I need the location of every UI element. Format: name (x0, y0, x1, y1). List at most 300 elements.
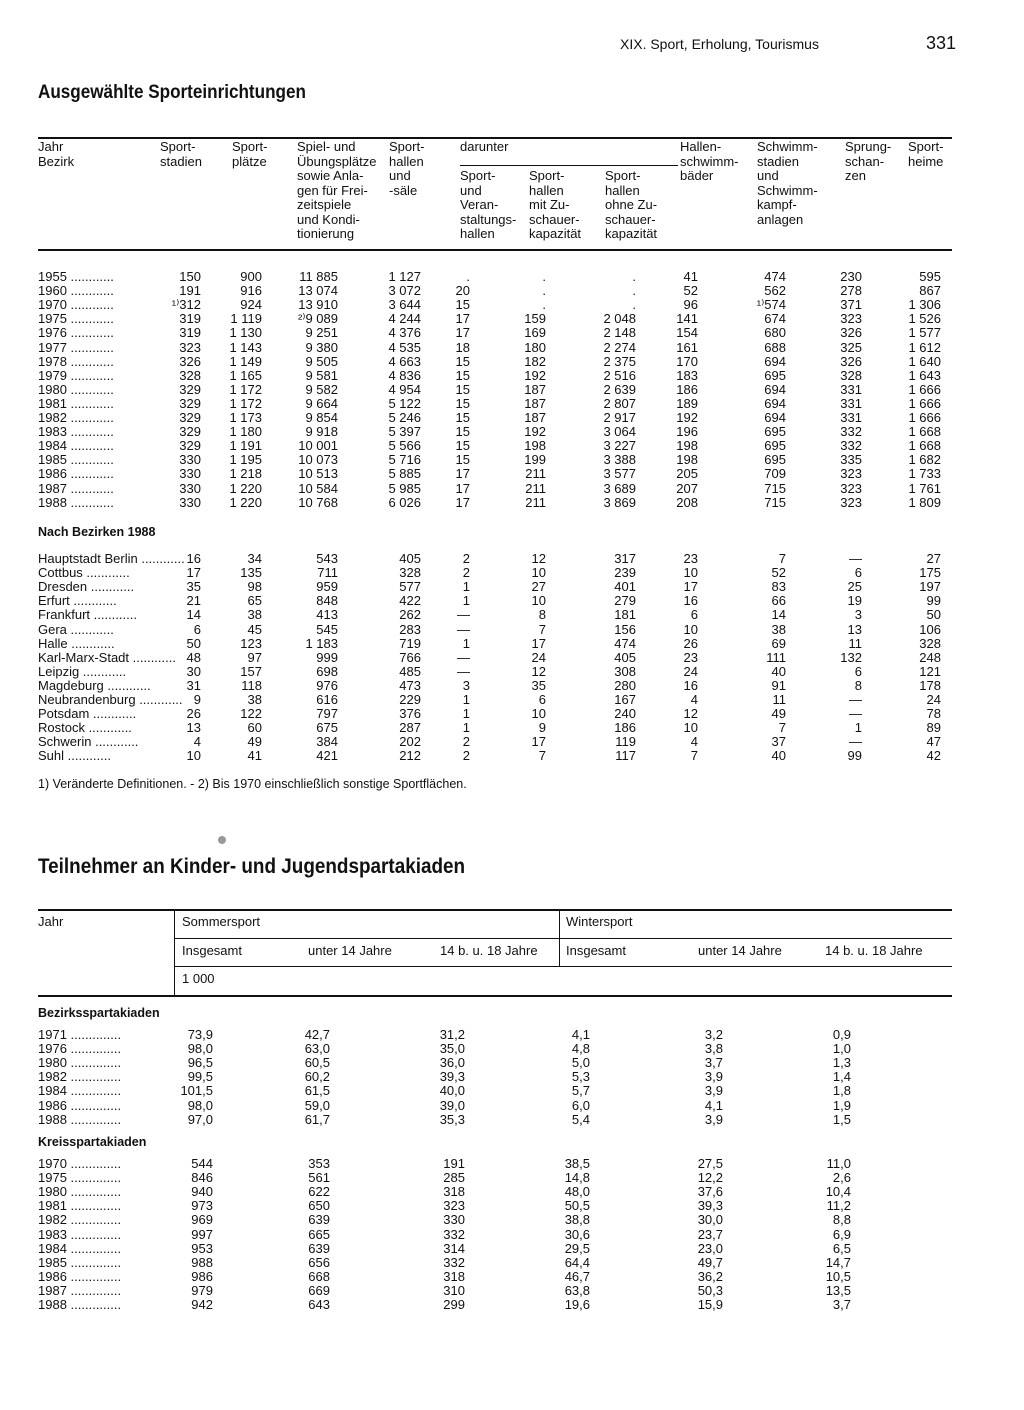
table2-year-row (0, 1070, 1024, 1084)
row-label: 1960 ............ (38, 283, 114, 299)
cell: 132 (840, 649, 862, 665)
cell: 65 (247, 593, 262, 609)
cell: 119 (615, 734, 636, 750)
cell: 643 (308, 1297, 330, 1312)
table1-year-row (0, 270, 1024, 284)
row-label: 1985 .............. (38, 1254, 122, 1270)
cell: 639 (308, 1240, 330, 1256)
cell: 118 (241, 677, 262, 693)
cell: 916 (240, 283, 262, 299)
cell: 182 (524, 353, 546, 369)
cell: 15 (455, 410, 470, 425)
cell: 35 (531, 677, 546, 693)
cell: 4 (193, 734, 201, 750)
cell: 15 (455, 424, 470, 440)
cell: 2 048 (603, 311, 636, 327)
cell: 183 (676, 367, 698, 383)
cell: 12,2 (697, 1170, 723, 1186)
cell: — (849, 706, 862, 722)
cell: 26 (186, 706, 201, 722)
table1-district-row (0, 651, 1024, 665)
cell: 16 (683, 593, 698, 609)
cell: — (849, 734, 862, 750)
cell: 4,1 (704, 1097, 723, 1113)
cell: 328 (840, 367, 862, 383)
cell: 1 165 (229, 367, 262, 383)
cell: 332 (443, 1226, 465, 1242)
cell: 212 (399, 748, 421, 764)
cell: 577 (399, 579, 421, 595)
cell: 17 (531, 635, 546, 651)
col-header-spiel: Spiel- und Übungsplätze sowie Anla- gen für Frei- zeitspiele und Kondi- tionierung (297, 139, 377, 241)
cell: 1 (462, 635, 470, 651)
cell: 1 526 (908, 311, 941, 327)
cell: 13 (847, 621, 862, 637)
table1-district-row (0, 637, 1024, 651)
cell: 719 (399, 635, 421, 651)
cell: 10 (531, 593, 546, 609)
cell: 942 (191, 1297, 213, 1312)
table2-year-row (0, 1228, 1024, 1242)
cell: 2 274 (603, 339, 636, 355)
cell: 330 (179, 452, 201, 468)
col-header-schwimm: Schwimm- stadien und Schwimm- kampf- anlagen (757, 139, 818, 227)
table2-year-row (0, 1270, 1024, 1284)
cell: 2 (462, 748, 470, 764)
row-label: 1982 .............. (38, 1212, 122, 1228)
cell: 1 577 (908, 325, 941, 341)
cell: 2 917 (603, 410, 636, 425)
cell: 211 (525, 466, 546, 482)
cell: 650 (308, 1198, 330, 1214)
cell: 1 761 (908, 480, 941, 496)
table1-year-row (0, 467, 1024, 481)
table1-year-row (0, 453, 1024, 467)
row-label: 1955 ............ (38, 269, 114, 284)
cell: 4 535 (388, 339, 421, 355)
cell: 3 644 (388, 297, 421, 313)
table2-year-row (0, 1042, 1024, 1056)
cell: 325 (840, 339, 862, 355)
cell: 9 380 (305, 339, 338, 355)
cell: 199 (524, 452, 546, 468)
cell: 14 (771, 607, 786, 623)
cell: 986 (191, 1268, 213, 1284)
cell: 1 612 (908, 339, 941, 355)
cell: 2 148 (603, 325, 636, 341)
cell: 16 (683, 677, 698, 693)
cell: 1 (462, 706, 470, 722)
row-label: 1979 ............ (38, 367, 114, 383)
cell: 49,7 (697, 1254, 723, 1270)
cell: 59,0 (304, 1097, 330, 1113)
cell: 639 (308, 1212, 330, 1228)
table2-year-row (0, 1099, 1024, 1113)
cell: 91 (771, 677, 786, 693)
row-label: 1970 .............. (38, 1156, 122, 1171)
cell: 2 639 (603, 381, 636, 397)
cell: 12 (531, 663, 546, 679)
cell: 10,4 (825, 1184, 851, 1200)
row-label: Karl-Marx-Stadt ............ (38, 649, 176, 665)
cell: 98 (247, 579, 262, 595)
cell: 41 (683, 269, 698, 284)
cell: 278 (840, 283, 862, 299)
cell: 6 (193, 621, 201, 637)
table1-header-rule (38, 249, 952, 251)
cell: 5 397 (388, 424, 421, 440)
cell: 4 376 (388, 325, 421, 341)
cell: 4 (690, 692, 698, 707)
cell: 1 (462, 579, 470, 595)
cell: 401 (614, 579, 636, 595)
cell: 6 (690, 607, 698, 623)
cell: 17 (455, 311, 470, 327)
cell: 329 (179, 424, 201, 440)
cell: 11 885 (299, 269, 338, 284)
table1-district-row (0, 566, 1024, 580)
cell: ¹⁾312 (171, 297, 201, 313)
cell: 98,0 (187, 1041, 213, 1057)
t2-header-winter: Wintersport (566, 914, 633, 929)
cell: 310 (443, 1282, 465, 1298)
cell: 376 (399, 706, 421, 722)
cell: 7 (778, 551, 786, 566)
cell: 1 (462, 692, 470, 707)
cell: 371 (840, 297, 862, 313)
cell: 331 (840, 381, 862, 397)
cell: 10,5 (825, 1268, 851, 1284)
row-label: Gera ............ (38, 621, 114, 637)
cell: 47 (926, 734, 941, 750)
cell: 997 (191, 1226, 213, 1242)
cell: 979 (191, 1282, 213, 1298)
row-label: Frankfurt ............ (38, 607, 137, 623)
row-label: 1988 .............. (38, 1111, 122, 1127)
cell: 40,0 (439, 1083, 465, 1099)
cell: 5 566 (388, 438, 421, 454)
cell: 999 (316, 649, 338, 665)
cell: 846 (191, 1170, 213, 1186)
cell: 31 (186, 677, 201, 693)
table1-district-row (0, 552, 1024, 566)
cell: 78 (926, 706, 941, 722)
cell: 159 (524, 311, 546, 327)
cell: 6 (854, 565, 862, 581)
cell: 3 072 (388, 283, 421, 299)
cell: 0,9 (832, 1027, 851, 1042)
row-label: Leipzig ............ (38, 663, 127, 679)
cell: 330 (179, 480, 201, 496)
cell: 695 (764, 438, 786, 454)
cell: 46,7 (564, 1268, 590, 1284)
cell: 10 (683, 565, 698, 581)
cell: 13,5 (825, 1282, 851, 1298)
cell: 329 (179, 410, 201, 425)
cell: 17 (455, 325, 470, 341)
cell: 680 (764, 325, 786, 341)
table2-year-row (0, 1084, 1024, 1098)
cell: 192 (524, 367, 546, 383)
cell: 1 733 (908, 466, 941, 482)
cell: 10 (531, 706, 546, 722)
col-header-hallen: Sport- hallen und -säle (389, 139, 425, 198)
cell: 208 (676, 494, 698, 510)
cell: 167 (614, 692, 636, 707)
cell: 27 (926, 551, 941, 566)
cell: 616 (316, 692, 338, 707)
row-label: 1980 ............ (38, 381, 114, 397)
row-label: Magdeburg ............ (38, 677, 151, 693)
cell: 6,5 (832, 1240, 851, 1256)
cell: 1 173 (229, 410, 262, 425)
cell: 561 (308, 1170, 330, 1186)
cell: 106 (919, 621, 941, 637)
cell: 52 (771, 565, 786, 581)
cell: 1 (462, 720, 470, 736)
table2-year-row (0, 1185, 1024, 1199)
cell: 319 (179, 311, 201, 327)
cell: 9 (538, 720, 546, 736)
cell: 186 (614, 720, 636, 736)
cell: 4,1 (571, 1027, 590, 1042)
cell: 23 (683, 551, 698, 566)
cell: 13 074 (298, 283, 338, 299)
cell: 384 (316, 734, 338, 750)
cell: 12 (531, 551, 546, 566)
cell: 9 581 (305, 367, 338, 383)
cell: 4 244 (388, 311, 421, 327)
cell: 61,5 (304, 1083, 330, 1099)
cell: 331 (840, 410, 862, 425)
cell: 6 (538, 692, 546, 707)
page-number: 331 (926, 33, 957, 53)
cell: 10 (683, 621, 698, 637)
cell: 323 (840, 494, 862, 510)
cell: 30,6 (564, 1226, 590, 1242)
cell: 17 (455, 480, 470, 496)
row-label: Rostock ............ (38, 720, 132, 736)
cell: 29,5 (564, 1240, 590, 1256)
cell: 332 (840, 438, 862, 454)
table2-year-row (0, 1056, 1024, 1070)
cell: 332 (840, 424, 862, 440)
cell: 48,0 (564, 1184, 590, 1200)
table1-district-row (0, 693, 1024, 707)
cell: 9 582 (305, 381, 338, 397)
cell: 11 (772, 692, 786, 707)
table1-title: Ausgewählte Sporteinrichtungen (38, 82, 306, 103)
cell: 196 (676, 424, 698, 440)
cell: 622 (308, 1184, 330, 1200)
col-header-darunter: darunter (460, 139, 509, 154)
cell: 96 (683, 297, 698, 313)
cell: 1 127 (388, 269, 421, 284)
cell: 239 (614, 565, 636, 581)
t2-header-jahr: Jahr (38, 914, 64, 929)
table1-year-row (0, 397, 1024, 411)
cell: 287 (399, 720, 421, 736)
cell: ¹⁾574 (756, 297, 786, 313)
cell: 36,2 (697, 1268, 723, 1284)
cell: 5,3 (571, 1069, 590, 1085)
cell: 5 122 (388, 395, 421, 411)
cell: 328 (399, 565, 421, 581)
cell: 16 (186, 551, 201, 566)
cell: 37,6 (697, 1184, 723, 1200)
cell: 45 (247, 621, 262, 637)
table1-year-row (0, 411, 1024, 425)
table2-left-vline (174, 910, 175, 995)
row-label: 1982 ............ (38, 410, 114, 425)
cell: 10 (531, 565, 546, 581)
cell: 330 (443, 1212, 465, 1228)
cell: 262 (399, 607, 421, 623)
row-label: 1984 .............. (38, 1240, 122, 1256)
cell: 15 (455, 367, 470, 383)
cell: 326 (840, 353, 862, 369)
cell: 192 (524, 424, 546, 440)
cell: 323 (840, 311, 862, 327)
t2-header-winter-insg: Insgesamt (566, 943, 626, 958)
table2-year-row (0, 1171, 1024, 1185)
cell: 330 (179, 494, 201, 510)
cell: 17 (455, 466, 470, 482)
cell: 23 (683, 649, 698, 665)
cell: 14,7 (825, 1254, 851, 1270)
table1-district-row (0, 608, 1024, 622)
cell: 205 (676, 466, 698, 482)
cell: 329 (179, 438, 201, 454)
row-label: 1971 .............. (38, 1027, 122, 1042)
cell: 207 (676, 480, 698, 496)
cell: 5,0 (571, 1055, 590, 1071)
cell: 7 (538, 621, 546, 637)
row-label: Hauptstadt Berlin ............ (38, 551, 185, 566)
cell: 7 (538, 748, 546, 764)
cell: 1,3 (832, 1055, 851, 1071)
cell: 1 172 (229, 381, 262, 397)
cell: 4 954 (388, 381, 421, 397)
cell: 20 (455, 283, 470, 299)
cell: 27,5 (697, 1156, 723, 1171)
col-header-jahr: Jahr Bezirk (38, 139, 75, 169)
t2-header-winter-b18: 14 b. u. 18 Jahre (825, 943, 923, 958)
cell: 4 663 (388, 353, 421, 369)
col-header-ohne: Sport- hallen ohne Zu- schauer- kapazität (605, 168, 658, 241)
t2-group-rule (174, 938, 952, 939)
cell: — (849, 692, 862, 707)
row-label: 1983 .............. (38, 1226, 122, 1242)
table2-year-row (0, 1213, 1024, 1227)
cell: 186 (676, 381, 698, 397)
cell: 8 (854, 677, 862, 693)
cell: 49 (247, 734, 262, 750)
cell: 1 809 (908, 494, 941, 510)
cell: 413 (316, 607, 338, 623)
cell: 694 (764, 353, 786, 369)
cell: 6,0 (571, 1097, 590, 1113)
cell: 1 172 (229, 395, 262, 411)
cell: 27 (531, 579, 546, 595)
cell: 18 (455, 339, 470, 355)
cell: 19,6 (564, 1297, 590, 1312)
cell: 157 (240, 663, 262, 679)
cell: 25 (847, 579, 862, 595)
cell: 1 143 (229, 339, 262, 355)
cell: 1 (854, 720, 862, 736)
cell: 328 (919, 635, 941, 651)
table1-year-row (0, 383, 1024, 397)
row-label: Erfurt ............ (38, 593, 117, 609)
row-label: Dresden ............ (38, 579, 135, 595)
cell: 474 (614, 635, 636, 651)
cell: 485 (399, 663, 421, 679)
cell: 35,0 (439, 1041, 465, 1057)
table1-district-row (0, 679, 1024, 693)
cell: 36,0 (439, 1055, 465, 1071)
cell: 197 (919, 579, 941, 595)
cell: . (632, 297, 636, 313)
cell: 73,9 (187, 1027, 213, 1042)
cell: 50,5 (564, 1198, 590, 1214)
row-label: 1988 .............. (38, 1297, 122, 1312)
cell: 50 (926, 607, 941, 623)
cell: . (466, 269, 470, 284)
cell: 326 (840, 325, 862, 341)
cell: 562 (764, 283, 786, 299)
cell: 63,0 (304, 1041, 330, 1057)
cell: 40 (771, 663, 786, 679)
cell: 2 516 (603, 367, 636, 383)
cell: . (542, 283, 546, 299)
row-label: 1981 ............ (38, 395, 114, 411)
cell: 211 (525, 494, 546, 510)
cell: 15 (455, 353, 470, 369)
cell: 1 149 (229, 353, 262, 369)
row-label: 1981 .............. (38, 1198, 122, 1214)
cell: 283 (399, 621, 421, 637)
cell: 111 (766, 649, 786, 665)
cell: 101,5 (180, 1083, 213, 1099)
cell: 96,5 (187, 1055, 213, 1071)
cell: 52 (683, 283, 698, 299)
cell: 97,0 (187, 1111, 213, 1127)
cell: 49 (771, 706, 786, 722)
cell: 900 (240, 269, 262, 284)
row-label: 1977 ............ (38, 339, 114, 355)
cell: 6 026 (388, 494, 421, 510)
cell: 940 (191, 1184, 213, 1200)
table1-year-row (0, 312, 1024, 326)
cell: 5,4 (571, 1111, 590, 1127)
cell: 715 (764, 494, 786, 510)
cell: 64,4 (564, 1254, 590, 1270)
cell: 19 (847, 593, 862, 609)
cell: 473 (399, 677, 421, 693)
table2-top-rule (38, 909, 952, 911)
cell: 7 (690, 748, 698, 764)
table2-header-rule (38, 995, 952, 997)
cell: 6 (854, 663, 862, 679)
cell: 99 (926, 593, 941, 609)
cell: 10 073 (298, 452, 338, 468)
cell: 97 (247, 649, 262, 665)
table2-title: Teilnehmer an Kinder- und Jugendspartakiaden (38, 855, 466, 878)
cell: 9 918 (305, 424, 338, 440)
cell: 12 (683, 706, 698, 722)
cell: 15 (455, 381, 470, 397)
